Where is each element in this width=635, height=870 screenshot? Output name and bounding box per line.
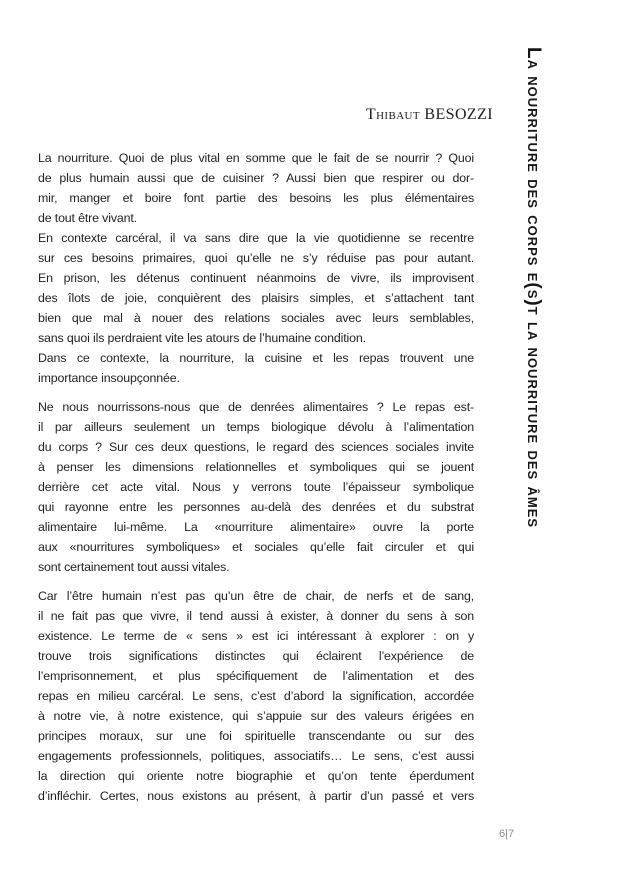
- text-line: La nourriture. Quoi de plus vital en somme que le fait de se nourrir ? Quoi: [38, 151, 474, 165]
- paragraph: [38, 228, 474, 348]
- text-line: Car l’être humain n’est pas qu’un être de chair, de nerfs et de sang,: [38, 589, 474, 603]
- text-line: principes moraux, sur une foi spirituelle transcendante ou sur des: [38, 729, 474, 743]
- paragraph: [38, 148, 474, 228]
- text-line: d’infléchir. Certes, nous existons au présent, à partir d’un passé et vers: [38, 789, 474, 803]
- text-line: sans quoi ils perdraient vite les atours de l’humaine condition.: [38, 331, 366, 345]
- text-line: En prison, les détenus continuent néanmoins de vivre, ils improvisent: [38, 271, 474, 285]
- text-line: importance insoupçonnée.: [38, 371, 180, 385]
- text-line: aux «nourritures symboliques» et sociales qu’elle fait circuler et qui: [38, 540, 474, 554]
- paragraph: [38, 348, 474, 388]
- text-line: il ne fait pas que vivre, il tend aussi à exister, à donner du sens à son: [38, 609, 474, 623]
- page-number: 6|7: [499, 828, 515, 840]
- text-line: des îlots de joie, conquièrent des plaisirs simples, et s’attachent tant: [38, 291, 474, 305]
- text-line: bien que mal à nouer des relations sociales avec leurs semblables,: [38, 311, 474, 325]
- vertical-title: La nourriture des corps e(s)t la nourriture des âmes: [523, 47, 544, 529]
- text-line: derrière cet acte vital. Nous y verrons toute l’épaisseur symbolique: [38, 480, 474, 494]
- text-line: de plus humain aussi que de cuisiner ? Aussi bien que respirer ou dor-: [38, 171, 474, 185]
- text-line: repas en milieu carcéral. Le sens, c’est d’abord la signification, accordée: [38, 689, 474, 703]
- text-line: la direction qui oriente notre biographie et qu’on tente éperdument: [38, 769, 474, 783]
- text-line: de tout être vivant.: [38, 211, 137, 225]
- text-line: Dans ce contexte, la nourriture, la cuisine et les repas trouvent une: [38, 351, 474, 365]
- text-line: existence. Le terme de « sens » est ici intéressant à explorer : on y: [38, 629, 474, 643]
- author-name: Thibaut BESOZZI: [365, 106, 493, 123]
- text-line: il par ailleurs seulement un temps biologique dévolu à l’alimentation: [38, 420, 474, 434]
- text-line: sont certainement tout aussi vitales.: [38, 560, 230, 574]
- text-line: sur ces besoins primaires, quoi qu’elle ne s’y réduise pas pour autant.: [38, 251, 474, 265]
- article-body: [38, 148, 474, 806]
- text-line: à notre vie, à notre existence, qui s’appuie sur des valeurs érigées en: [38, 709, 474, 723]
- paragraph: [38, 586, 474, 806]
- text-line: qui rayonne entre les personnes au-delà des denrées et du substrat: [38, 500, 474, 514]
- text-line: Ne nous nourrissons-nous que de denrées alimentaires ? Le repas est-: [38, 400, 474, 414]
- text-line: En contexte carcéral, il va sans dire que la vie quotidienne se recentre: [38, 231, 474, 245]
- text-line: alimentaire lui-même. La «nourriture alimentaire» ouvre la porte: [38, 520, 474, 534]
- paragraph: [38, 397, 474, 577]
- text-line: engagements professionnels, politiques, associatifs… Le sens, c’est aussi: [38, 749, 474, 763]
- text-line: l’emprisonnement, et plus spécifiquement de l’alimentation et des: [38, 669, 474, 683]
- text-line: mir, manger et boire font partie des besoins les plus élémentaires: [38, 191, 474, 205]
- text-line: trouve trois significations distinctes qui éclairent l’expérience de: [38, 649, 474, 663]
- text-line: à penser les dimensions relationnelles et symboliques qui se jouent: [38, 460, 474, 474]
- text-line: du corps ? Sur ces deux questions, le regard des sciences sociales invite: [38, 440, 474, 454]
